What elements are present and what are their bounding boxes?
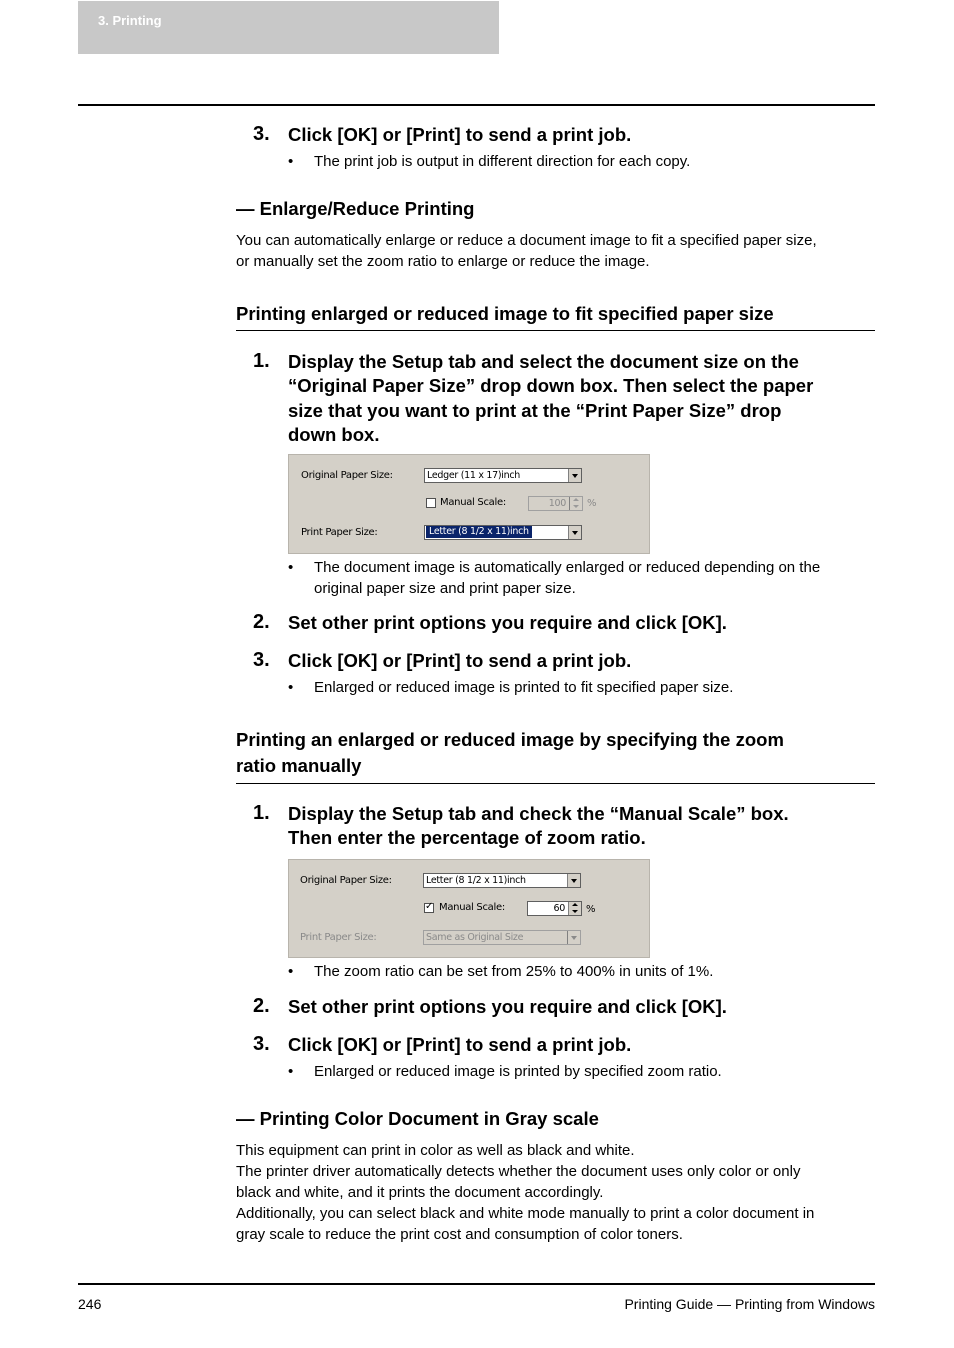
bullet-text: The zoom ratio can be set from 25% to 400% in units of 1%. [314, 963, 714, 980]
body-line: Additionally, you can select black and white mode manually to print a color document in [236, 1205, 815, 1222]
chevron-down-icon[interactable] [567, 931, 580, 944]
subsection-rule [236, 330, 875, 331]
body-line: This equipment can print in color as well as black and white. [236, 1142, 635, 1159]
page-number: 246 [78, 1296, 102, 1312]
print-paper-size-dropdown[interactable] [424, 525, 582, 540]
step-line: Display the Setup tab and select the document size on the [288, 351, 799, 372]
bullet-item [288, 1061, 722, 1082]
scale-value: 60 [553, 903, 565, 914]
step-number: 2. [253, 611, 270, 633]
chevron-down-icon[interactable] [568, 469, 581, 482]
manual-scale-checkbox[interactable] [424, 903, 434, 913]
bullet-dot: • [288, 1063, 294, 1080]
bullet-text: Enlarged or reduced image is printed by specified zoom ratio. [314, 1063, 722, 1080]
section-heading: — Enlarge/Reduce Printing [236, 198, 475, 219]
subsection-heading [236, 727, 876, 779]
step-text: Click [OK] or [Print] to send a print job. [288, 650, 632, 671]
bullet-item [288, 151, 691, 172]
percent-label: % [586, 904, 596, 915]
step-line: “Original Paper Size” drop down box. Then select the paper [288, 375, 814, 397]
bullet-item [288, 557, 879, 599]
dropdown-value: Ledger (11 x 17)inch [427, 470, 520, 481]
print-paper-size-label: Print Paper Size: [301, 527, 378, 538]
bullet-item [288, 961, 714, 982]
body-line: gray scale to reduce the print cost and consumption of color toners. [236, 1226, 683, 1243]
original-paper-size-dropdown[interactable] [424, 468, 582, 483]
chapter-tab [78, 1, 499, 54]
body-line: black and white, and it prints the document accordingly. [236, 1184, 604, 1201]
dropdown-value: Letter (8 1/2 x 11)inch [426, 875, 526, 886]
step-text [288, 350, 878, 447]
header-rule [78, 104, 875, 106]
original-paper-size-label: Original Paper Size: [300, 875, 392, 886]
print-paper-size-label: Print Paper Size: [300, 932, 377, 943]
body-line: You can automatically enlarge or reduce a document image to fit a specified paper size, [236, 232, 817, 249]
original-paper-size-label: Original Paper Size: [301, 470, 393, 481]
manual-scale-checkbox[interactable] [426, 498, 436, 508]
footer-title: Printing Guide — Printing from Windows [624, 1296, 875, 1312]
manual-scale-label: Manual Scale: [440, 497, 506, 508]
setup-panel-fit [288, 454, 650, 554]
percent-label: % [587, 498, 597, 509]
step-number: 1. [253, 802, 270, 824]
scale-stepper[interactable] [527, 901, 582, 916]
section-body [236, 1140, 876, 1245]
chevron-down-icon[interactable] [567, 874, 580, 887]
print-paper-size-dropdown[interactable] [423, 930, 581, 945]
body-line: or manually set the zoom ratio to enlarge or reduce the image. [236, 253, 650, 270]
heading-line: Printing an enlarged or reduced image by specifying the zoom [236, 729, 784, 750]
step-number: 3. [253, 123, 270, 145]
manual-scale-label: Manual Scale: [439, 902, 505, 913]
bullet-dot: • [288, 679, 294, 696]
step-number: 3. [253, 1033, 270, 1055]
bullet-item [288, 677, 734, 698]
bullet-dot: • [288, 963, 294, 980]
subsection-rule [236, 783, 875, 784]
step-text: Click [OK] or [Print] to send a print job. [288, 1034, 632, 1055]
scale-value: 100 [548, 498, 566, 509]
step-text: Set other print options you require and click [OK]. [288, 612, 727, 633]
scale-stepper[interactable] [528, 496, 583, 511]
dropdown-value: Same as Original Size [426, 932, 524, 943]
spin-arrows-icon[interactable] [568, 902, 581, 915]
setup-panel-manual [288, 859, 650, 958]
chapter-label: 3. Printing [98, 13, 162, 28]
step-line: down box. [288, 423, 380, 445]
bullet-text: Enlarged or reduced image is printed to fit specified paper size. [314, 679, 734, 696]
step-text: Set other print options you require and click [OK]. [288, 996, 727, 1017]
bullet-text: original paper size and print paper size. [314, 580, 576, 597]
step-line: size that you want to print at the “Print Paper Size” drop [288, 399, 782, 421]
section-body [236, 230, 876, 272]
chevron-down-icon[interactable] [568, 526, 581, 539]
step-line: Display the Setup tab and check the “Manual Scale” box. [288, 803, 789, 824]
step-line: Then enter the percentage of zoom ratio. [288, 827, 646, 849]
bullet-text: The document image is automatically enlarged or reduced depending on the [314, 559, 821, 576]
step-number: 1. [253, 350, 270, 372]
step-number: 2. [253, 995, 270, 1017]
step-number: 3. [253, 649, 270, 671]
step-text: Click [OK] or [Print] to send a print job. [288, 124, 632, 145]
footer-rule [78, 1283, 875, 1285]
spin-arrows-icon[interactable] [569, 497, 582, 510]
step-text [288, 802, 878, 851]
section-heading: — Printing Color Document in Gray scale [236, 1108, 599, 1129]
dropdown-value: Letter (8 1/2 x 11)inch [426, 526, 532, 538]
heading-line: ratio manually [236, 755, 362, 776]
bullet-dot: • [288, 559, 294, 576]
bullet-dot: • [288, 153, 294, 170]
checkmark-icon: ✓ [425, 901, 434, 912]
bullet-text: The print job is output in different direction for each copy. [314, 153, 691, 170]
body-line: The printer driver automatically detects whether the document uses only color or only [236, 1163, 801, 1180]
original-paper-size-dropdown[interactable] [423, 873, 581, 888]
subsection-heading: Printing enlarged or reduced image to fit specified paper size [236, 303, 774, 324]
